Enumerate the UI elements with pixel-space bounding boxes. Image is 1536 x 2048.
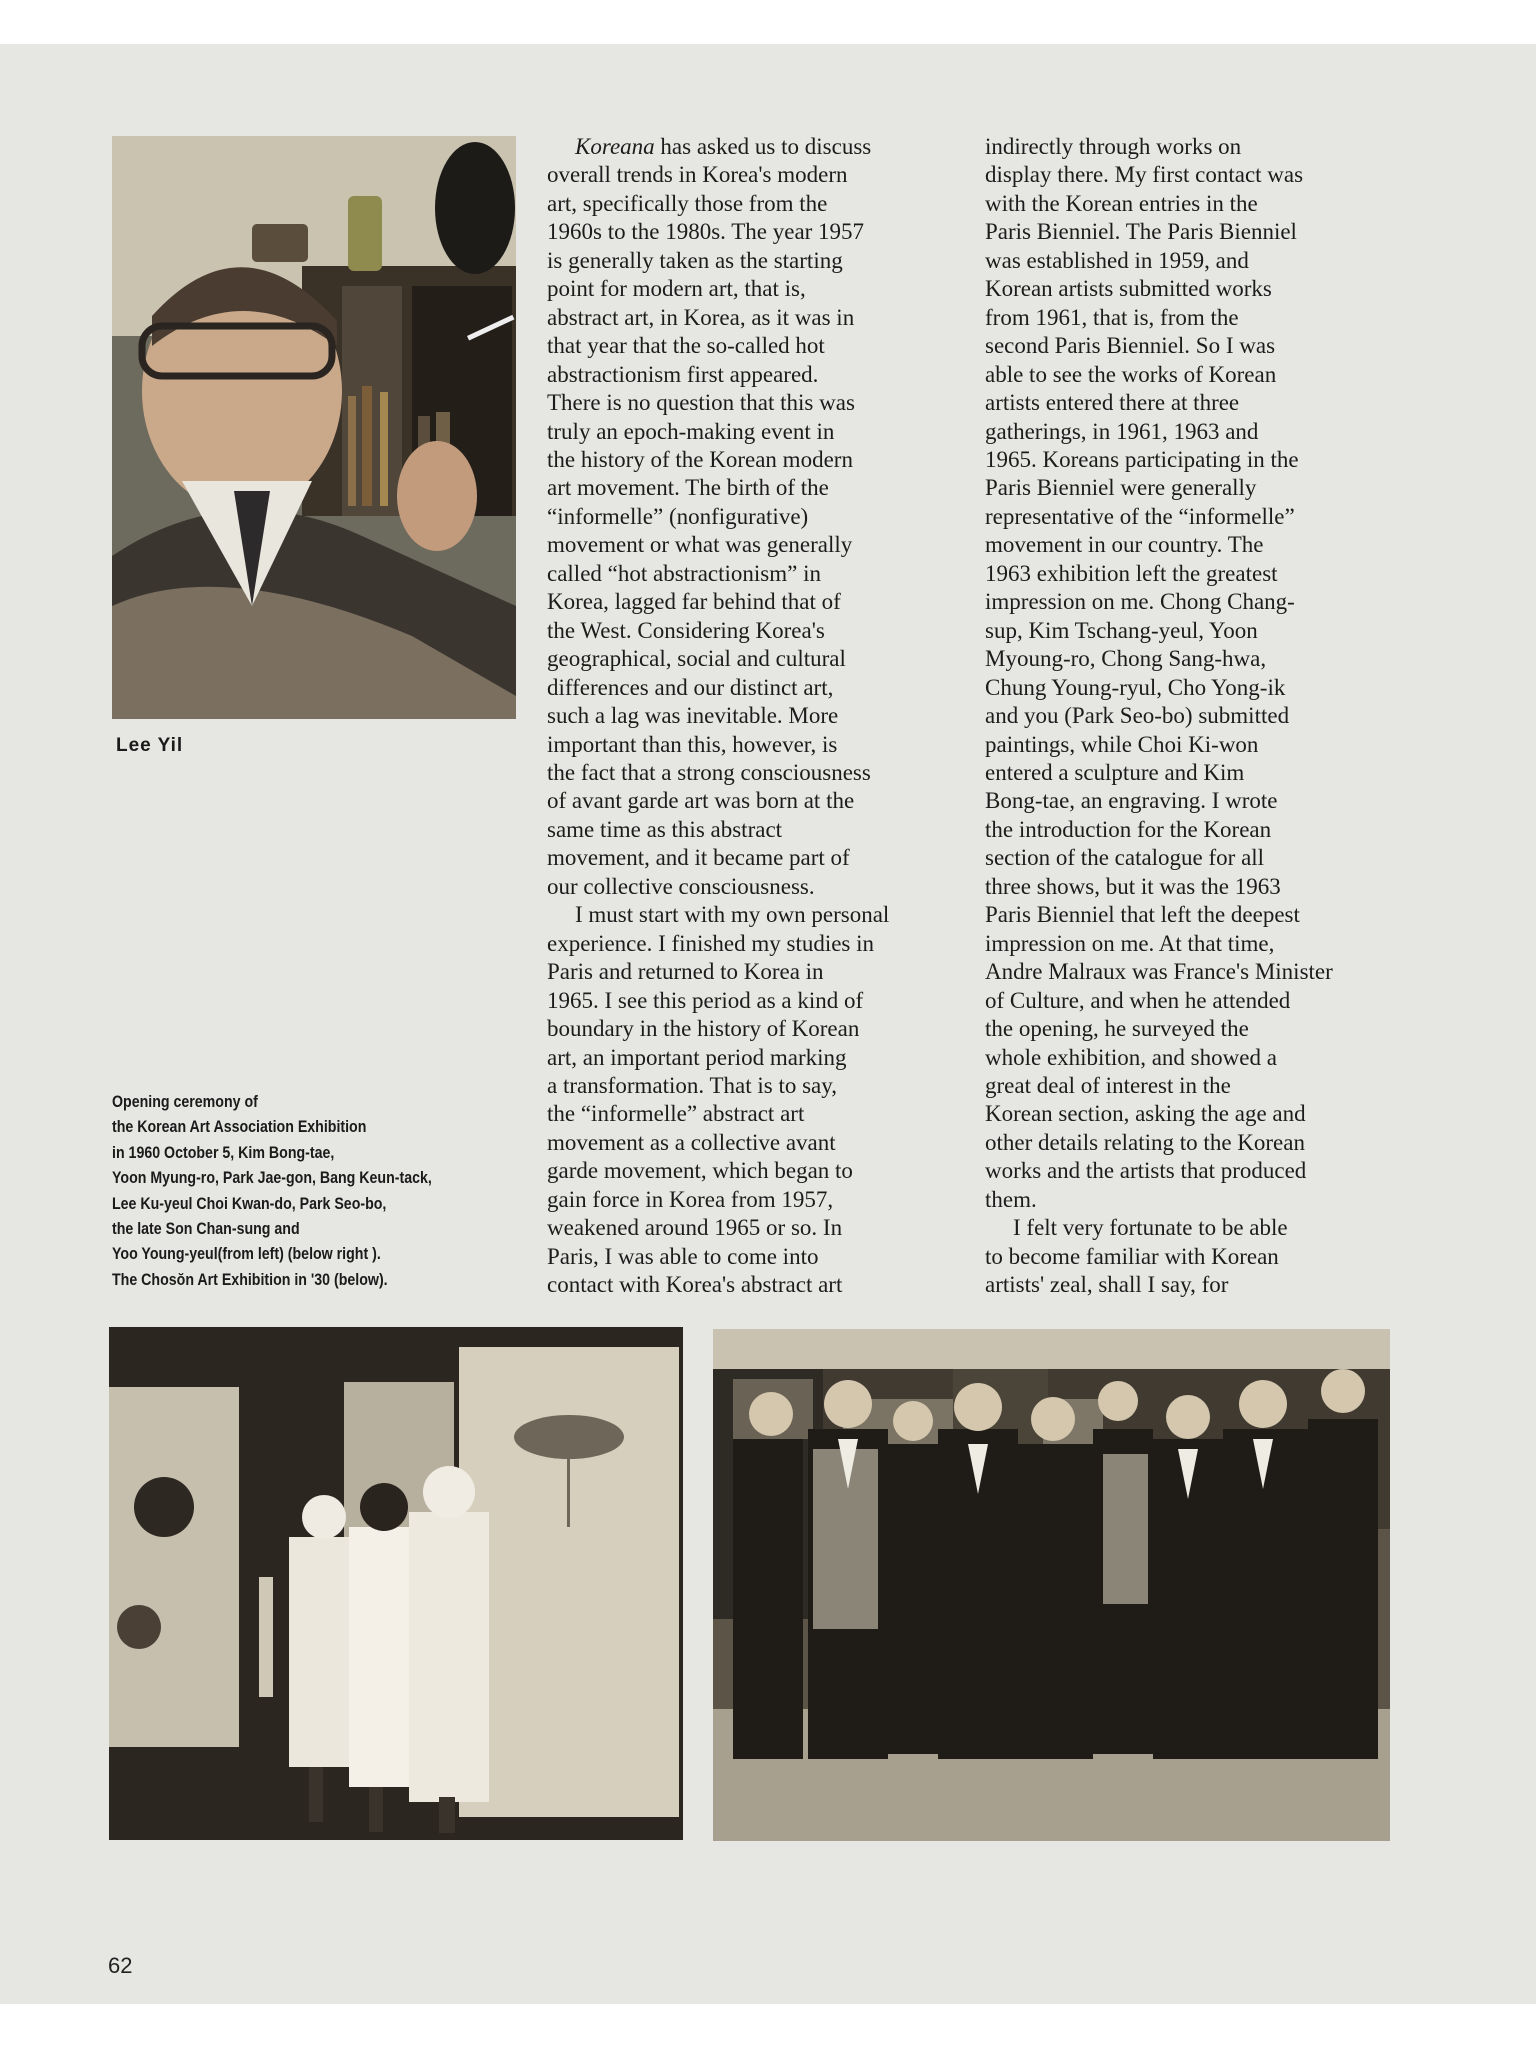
article-line: Myoung-ro, Chong Sang-hwa,	[985, 646, 1267, 672]
article-line: the opening, he surveyed the	[985, 1016, 1249, 1042]
article-line: important than this, however, is	[547, 731, 838, 757]
article-column-2	[985, 133, 1333, 1300]
article-line: and you (Park Seo-bo) submitted	[985, 703, 1290, 729]
article-line: Korea, lagged far behind that of	[547, 589, 841, 615]
article-line: abstract art, in Korea, as it was in	[547, 304, 855, 330]
scan-top-margin	[0, 0, 1536, 44]
article-line: such a lag was inevitable. More	[547, 703, 839, 729]
article-line: was established in 1959, and	[985, 247, 1249, 273]
article-line: “informelle” (nonfigurative)	[547, 503, 809, 529]
article-line: 1963 exhibition left the greatest	[985, 560, 1278, 586]
caption-line: Opening ceremony of	[112, 1093, 258, 1111]
article-line: them.	[985, 1186, 1037, 1212]
article-line: boundary in the history of Korean	[547, 1016, 860, 1042]
article-line: section of the catalogue for all	[985, 845, 1265, 871]
article-line: Paris, I was able to come into	[547, 1243, 819, 1269]
caption-line: Yoo Young-yeul(from left) (below right ).	[112, 1245, 381, 1264]
article-line: art, specifically those from the	[547, 190, 828, 216]
caption-line: in 1960 October 5, Kim Bong-tae,	[112, 1143, 335, 1162]
article-line: paintings, while Choi Ki-won	[985, 731, 1259, 757]
article-line: movement as a collective avant	[547, 1129, 836, 1155]
photo-captions	[112, 1090, 432, 1293]
article-line: gain force in Korea from 1957,	[547, 1186, 834, 1212]
article-line: is generally taken as the starting	[547, 247, 843, 273]
scan-bottom-margin	[0, 2004, 1536, 2048]
article-line: indirectly through works on	[985, 134, 1242, 159]
article-line: able to see the works of Korean	[985, 361, 1277, 387]
article-line: other details relating to the Korean	[985, 1129, 1305, 1155]
article-line: entered a sculpture and Kim	[985, 759, 1245, 785]
article-line: great deal of interest in the	[985, 1072, 1231, 1098]
article-line: art, an important period marking	[547, 1044, 847, 1070]
article-line: Bong-tae, an engraving. I wrote	[985, 788, 1278, 814]
article-line: from 1961, that is, from the	[985, 304, 1239, 330]
caption-line: the late Son Chan-sung and	[112, 1220, 300, 1239]
article-line: point for modern art, that is,	[547, 276, 806, 302]
article-line: called “hot abstractionism” in	[547, 560, 821, 586]
article-line: Chung Young-ryul, Cho Yong-ik	[985, 674, 1286, 700]
choson-art-exhibition-photo	[109, 1327, 683, 1840]
article-paragraph-4-first-line: I felt very fortunate to be able	[1013, 1215, 1288, 1241]
article-line: a transformation. That is to say,	[547, 1072, 837, 1098]
article-line: the West. Considering Korea's	[547, 617, 825, 643]
article-line: the fact that a strong consciousness	[547, 759, 871, 785]
article-paragraph-2-first-line: I must start with my own personal	[575, 902, 890, 928]
article-line: impression on me. Chong Chang-	[985, 589, 1295, 615]
article-line: the history of the Korean modern	[547, 446, 853, 472]
article-line: artists' zeal, shall I say, for	[985, 1272, 1229, 1298]
article-line: Paris Bienniel were generally	[985, 475, 1257, 501]
article-line: experience. I finished my studies in	[547, 930, 875, 956]
article-line: with the Korean entries in the	[985, 190, 1258, 216]
article-line: 1960s to the 1980s. The year 1957	[547, 219, 865, 245]
article-line: display there. My first contact was	[985, 162, 1304, 188]
article-line: Paris Bienniel. The Paris Bienniel	[985, 219, 1297, 245]
magazine-title-italic: Koreana	[575, 134, 655, 159]
article-line: works and the artists that produced	[985, 1158, 1307, 1184]
article-line: gatherings, in 1961, 1963 and	[985, 418, 1259, 444]
article-line: to become familiar with Korean	[985, 1243, 1279, 1269]
article-line: whole exhibition, and showed a	[985, 1044, 1277, 1070]
article-line: Korean section, asking the age and	[985, 1101, 1306, 1127]
article-line: our collective consciousness.	[547, 873, 815, 899]
portrait-caption: Lee Yil	[116, 735, 184, 756]
article-line: Andre Malraux was France's Minister	[985, 959, 1333, 985]
caption-line: the Korean Art Association Exhibition	[112, 1118, 367, 1137]
article-line: differences and our distinct art,	[547, 674, 834, 700]
article-line: Paris and returned to Korea in	[547, 959, 824, 985]
article-line: that year that the so-called hot	[547, 333, 825, 359]
article-line: sup, Kim Tschang-yeul, Yoon	[985, 617, 1258, 643]
article-paragraph-4	[985, 1243, 1333, 1300]
caption-line: Lee Ku-yeul Choi Kwan-do, Park Seo-bo,	[112, 1194, 387, 1213]
caption-line: The Chosŏn Art Exhibition in '30 (below).	[112, 1270, 388, 1289]
article-paragraph-1	[547, 161, 889, 901]
portrait-photo-lee-yil	[112, 136, 516, 719]
article-line: the introduction for the Korean	[985, 816, 1272, 842]
article-line: impression on me. At that time,	[985, 930, 1275, 956]
article-paragraph-3	[985, 133, 1333, 1214]
article-first-line: Koreana has asked us to discuss	[575, 134, 872, 159]
article-line: abstractionism first appeared.	[547, 361, 819, 387]
article-line: movement, and it became part of	[547, 845, 850, 871]
korean-art-association-opening-photo	[713, 1329, 1390, 1841]
page-number: 62	[108, 1953, 133, 1978]
article-line: second Paris Bienniel. So I was	[985, 333, 1276, 359]
caption-line: Yoon Myung-ro, Park Jae-gon, Bang Keun-tack,	[112, 1169, 432, 1188]
article-line: Korean artists submitted works	[985, 276, 1272, 302]
article-line: movement or what was generally	[547, 532, 853, 558]
article-column-1	[547, 133, 889, 1300]
article-line: weakened around 1965 or so. In	[547, 1215, 843, 1241]
article-line: movement in our country. The	[985, 532, 1264, 558]
article-line: 1965. I see this period as a kind of	[547, 987, 864, 1013]
article-line: contact with Korea's abstract art	[547, 1272, 843, 1298]
article-line: artists entered there at three	[985, 390, 1240, 416]
article-line: the “informelle” abstract art	[547, 1101, 805, 1127]
article-line: garde movement, which began to	[547, 1158, 853, 1184]
article-line: There is no question that this was	[547, 390, 855, 416]
article-paragraph-2	[547, 930, 889, 1300]
article-line: 1965. Koreans participating in the	[985, 446, 1299, 472]
article-line: art movement. The birth of the	[547, 475, 829, 501]
article-line: truly an epoch-making event in	[547, 418, 835, 444]
article-line: same time as this abstract	[547, 816, 783, 842]
article-line: Paris Bienniel that left the deepest	[985, 902, 1300, 928]
article-line: three shows, but it was the 1963	[985, 873, 1281, 899]
article-line: of avant garde art was born at the	[547, 788, 855, 814]
article-line: of Culture, and when he attended	[985, 987, 1291, 1013]
article-line: geographical, social and cultural	[547, 646, 846, 672]
article-line: representative of the “informelle”	[985, 503, 1295, 529]
article-line: overall trends in Korea's modern	[547, 162, 848, 188]
